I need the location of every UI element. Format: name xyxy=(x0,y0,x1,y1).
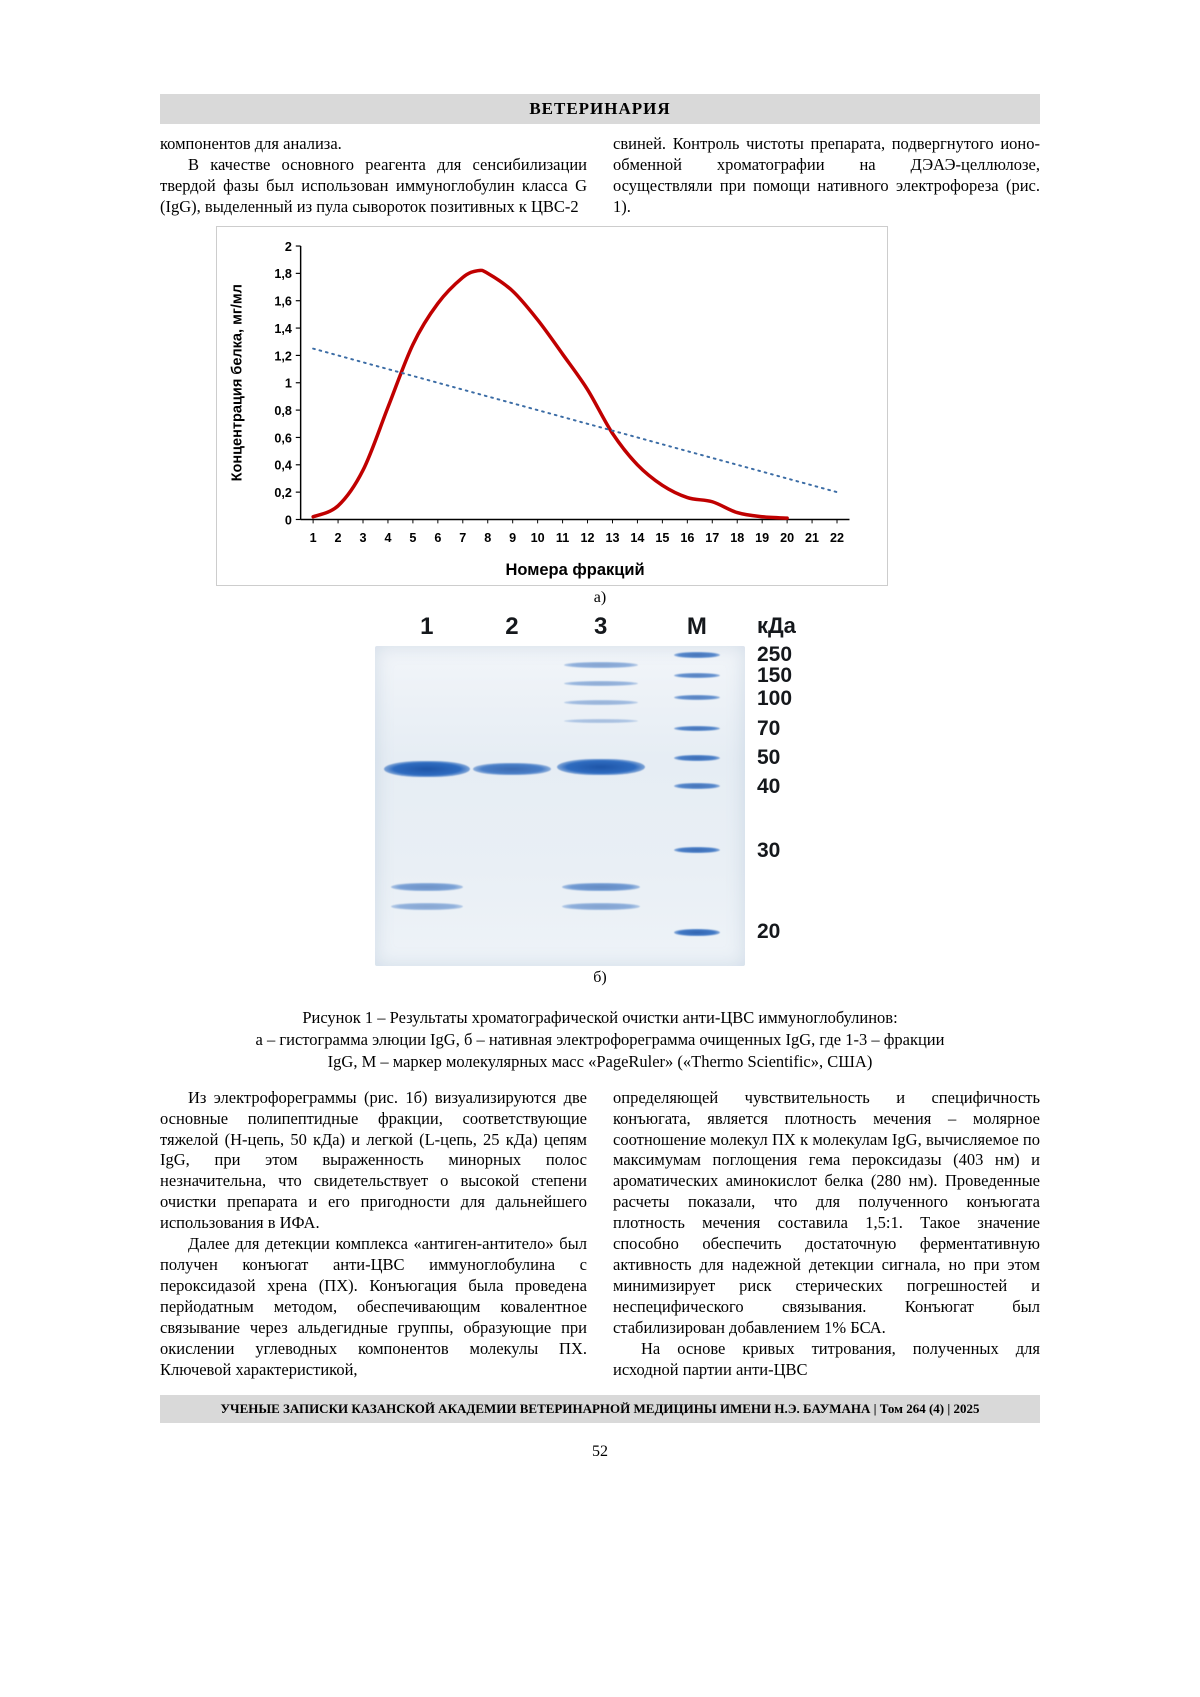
gel-band xyxy=(391,903,463,910)
x-tick-label: 20 xyxy=(780,530,795,545)
figure-sublabel-a: а) xyxy=(593,588,607,606)
gel-band xyxy=(674,695,720,700)
paragraph: компонентов для анализа. xyxy=(160,134,342,153)
gel-marker-label-20: 20 xyxy=(757,920,781,944)
y-tick-label: 1,6 xyxy=(274,294,292,309)
x-tick-label: 11 xyxy=(555,530,570,545)
gel-band xyxy=(564,719,638,723)
x-tick-label: 6 xyxy=(434,530,442,545)
x-tick-label: 4 xyxy=(384,530,392,545)
gel-band xyxy=(562,903,640,910)
gel-lane-header xyxy=(375,613,825,646)
x-tick-label: 3 xyxy=(359,530,367,545)
page-number: 52 xyxy=(592,1442,608,1460)
intro-left-column xyxy=(160,134,587,218)
gel-lane-label-1: 1 xyxy=(420,612,434,640)
gel-lane-label-3: 3 xyxy=(594,612,608,640)
gel-lane-label-2: 2 xyxy=(505,612,519,640)
paragraph: определяющей чувствительность и специфичность конъюгата, является плотность мечения – молярное соотношение молекул ПХ к молекулам IgG, вычисляемое по максимумам поглощения гема пероксидазы (403 нм) и ароматических аминокислот белка (280 нм). Проведенные расчеты показали, что для полученного конъюгата плотность мечения составила 1,5:1. Такое значение способно обеспечить достаточную ферментативную активность для надежной детекции сигнала, но при этом минимизирует риск стерических погрешностей и неспецифического связывания. Конъюгат был стабилизирован добавлением 1% БСА. xyxy=(613,1087,1040,1338)
x-axis-title: Номера фракций xyxy=(505,560,645,579)
figure-caption xyxy=(160,1007,1040,1074)
body-left-column xyxy=(160,1088,587,1381)
caption-line-3: IgG, М – маркер молекулярных масс «PageRuler» («Thermo Scientific», США) xyxy=(327,1052,873,1072)
gel-band xyxy=(674,929,720,936)
caption-line-2: а – гистограмма элюции IgG, б – нативная электрофореграмма очищенных IgG, где 1-3 – фракции xyxy=(255,1030,945,1050)
y-tick-label: 1,8 xyxy=(274,267,292,282)
y-tick-label: 1,4 xyxy=(274,321,292,336)
y-axis-title: Концентрация белка, мг/мл xyxy=(229,283,246,482)
y-tick-label: 2 xyxy=(284,239,292,254)
figure-sublabel-b: б) xyxy=(593,968,607,986)
x-tick-label: 15 xyxy=(655,530,670,545)
y-tick-label: 1,2 xyxy=(274,349,292,364)
gel-marker-label-70: 70 xyxy=(757,717,781,740)
gel-marker-label-40: 40 xyxy=(757,774,781,798)
gel-marker-label-30: 30 xyxy=(757,838,781,862)
y-tick-label: 0,4 xyxy=(274,458,292,473)
paragraph: На основе кривых титрования, полученных для исходной партии анти-ЦВС xyxy=(613,1339,1040,1379)
series-элюция-IgG xyxy=(313,270,787,518)
gel-electrophoresis-figure xyxy=(375,613,825,966)
gel-marker-scale xyxy=(757,643,825,966)
gel-band xyxy=(674,673,720,678)
paragraph: Из электрофореграммы (рис. 1б) визуализируются две основные полипептидные фракции, соответствующие тяжелой (Н-цепь, 50 кДа) и легкой (L-цепь, 25 кДа) цепям IgG, при этом выраженность минорных полос незначительна, что свидетельствует о высокой степени очистки препарата и его пригодности для дальнейшего использования в ИФА. xyxy=(160,1087,587,1233)
intro-right-column xyxy=(613,134,1040,218)
paragraph: свиней. Контроль чистоты препарата, подвергнутого ионо-обменной хроматографии на ДЭАЭ-целлюлозе, осуществляли при помощи нативного электрофореза (рис. 1). xyxy=(613,134,1040,216)
x-tick-label: 21 xyxy=(805,530,820,545)
x-tick-label: 9 xyxy=(509,530,517,545)
paragraph: Далее для детекции комплекса «антиген-антитело» был получен конъюгат анти-ЦВС иммуноглобулина с пероксидазой хрена (ПХ). Конъюгация была проведена перйодатным методом, обеспечивающим ковалентное связывание через альдегидные группы, образующие при окислении углеводных компонентов молекулы ПХ. Ключевой характеристикой, xyxy=(160,1234,587,1379)
gel-band xyxy=(564,700,638,705)
x-tick-label: 13 xyxy=(605,530,620,545)
y-tick-label: 0 xyxy=(284,513,292,528)
x-tick-label: 19 xyxy=(755,530,770,545)
x-tick-label: 8 xyxy=(484,530,492,545)
gel-lane-labels xyxy=(375,613,745,646)
gel-band xyxy=(473,763,551,775)
gel-marker-label-100: 100 xyxy=(757,686,793,710)
x-tick-label: 1 xyxy=(309,530,317,545)
gel-band xyxy=(564,681,638,686)
gel-band xyxy=(557,759,645,775)
x-tick-label: 2 xyxy=(334,530,342,545)
y-tick-label: 0,6 xyxy=(274,431,292,446)
gel-band xyxy=(384,761,470,777)
body-text-columns xyxy=(160,1088,1040,1381)
caption-line-1: Рисунок 1 – Результаты хроматографической очистки анти-ЦВС иммуноглобулинов: xyxy=(302,1007,898,1027)
x-tick-label: 10 xyxy=(530,530,545,545)
gel-lane-label-M: M xyxy=(686,612,707,640)
intro-text-columns xyxy=(160,134,1040,218)
gel-band xyxy=(674,652,720,658)
gel-band xyxy=(391,883,463,891)
gel-main xyxy=(375,643,825,966)
x-tick-label: 22 xyxy=(830,530,845,545)
elution-chart xyxy=(225,232,865,582)
gel-kda-unit-label: кДа xyxy=(757,612,796,638)
x-tick-label: 18 xyxy=(730,530,745,545)
gel-marker-label-250: 250 xyxy=(757,643,793,667)
gel-marker-label-150: 150 xyxy=(757,664,793,688)
gel-band xyxy=(674,847,720,853)
gel-band xyxy=(674,783,720,789)
y-tick-label: 0,8 xyxy=(274,403,292,418)
gel-band xyxy=(674,726,720,731)
gel-image xyxy=(375,646,745,966)
x-tick-label: 5 xyxy=(409,530,417,545)
x-tick-label: 7 xyxy=(459,530,467,545)
x-tick-label: 17 xyxy=(705,530,720,545)
gel-marker-label-50: 50 xyxy=(757,745,781,769)
section-header: ВЕТЕРИНАРИЯ xyxy=(160,94,1040,124)
x-tick-label: 16 xyxy=(680,530,695,545)
paragraph: В качестве основного реагента для сенсибилизации твердой фазы был использован иммуноглобулин класса G (IgG), выделенный из пула сывороток позитивных к ЦВС-2 xyxy=(160,154,587,216)
gel-band xyxy=(674,755,720,761)
y-tick-label: 1 xyxy=(284,376,292,391)
body-right-column xyxy=(613,1088,1040,1381)
gel-band xyxy=(564,662,638,668)
journal-footer: УЧЕНЫЕ ЗАПИСКИ КАЗАНСКОЙ АКАДЕМИИ ВЕТЕРИНАРНОЙ МЕДИЦИНЫ ИМЕНИ Н.Э. БАУМАНА | Том 264 (4) | 2025 xyxy=(160,1395,1040,1423)
x-tick-label: 14 xyxy=(630,530,645,545)
x-tick-label: 12 xyxy=(580,530,595,545)
y-tick-label: 0,2 xyxy=(274,485,292,500)
elution-chart-figure xyxy=(216,226,888,586)
gel-band xyxy=(562,883,640,891)
